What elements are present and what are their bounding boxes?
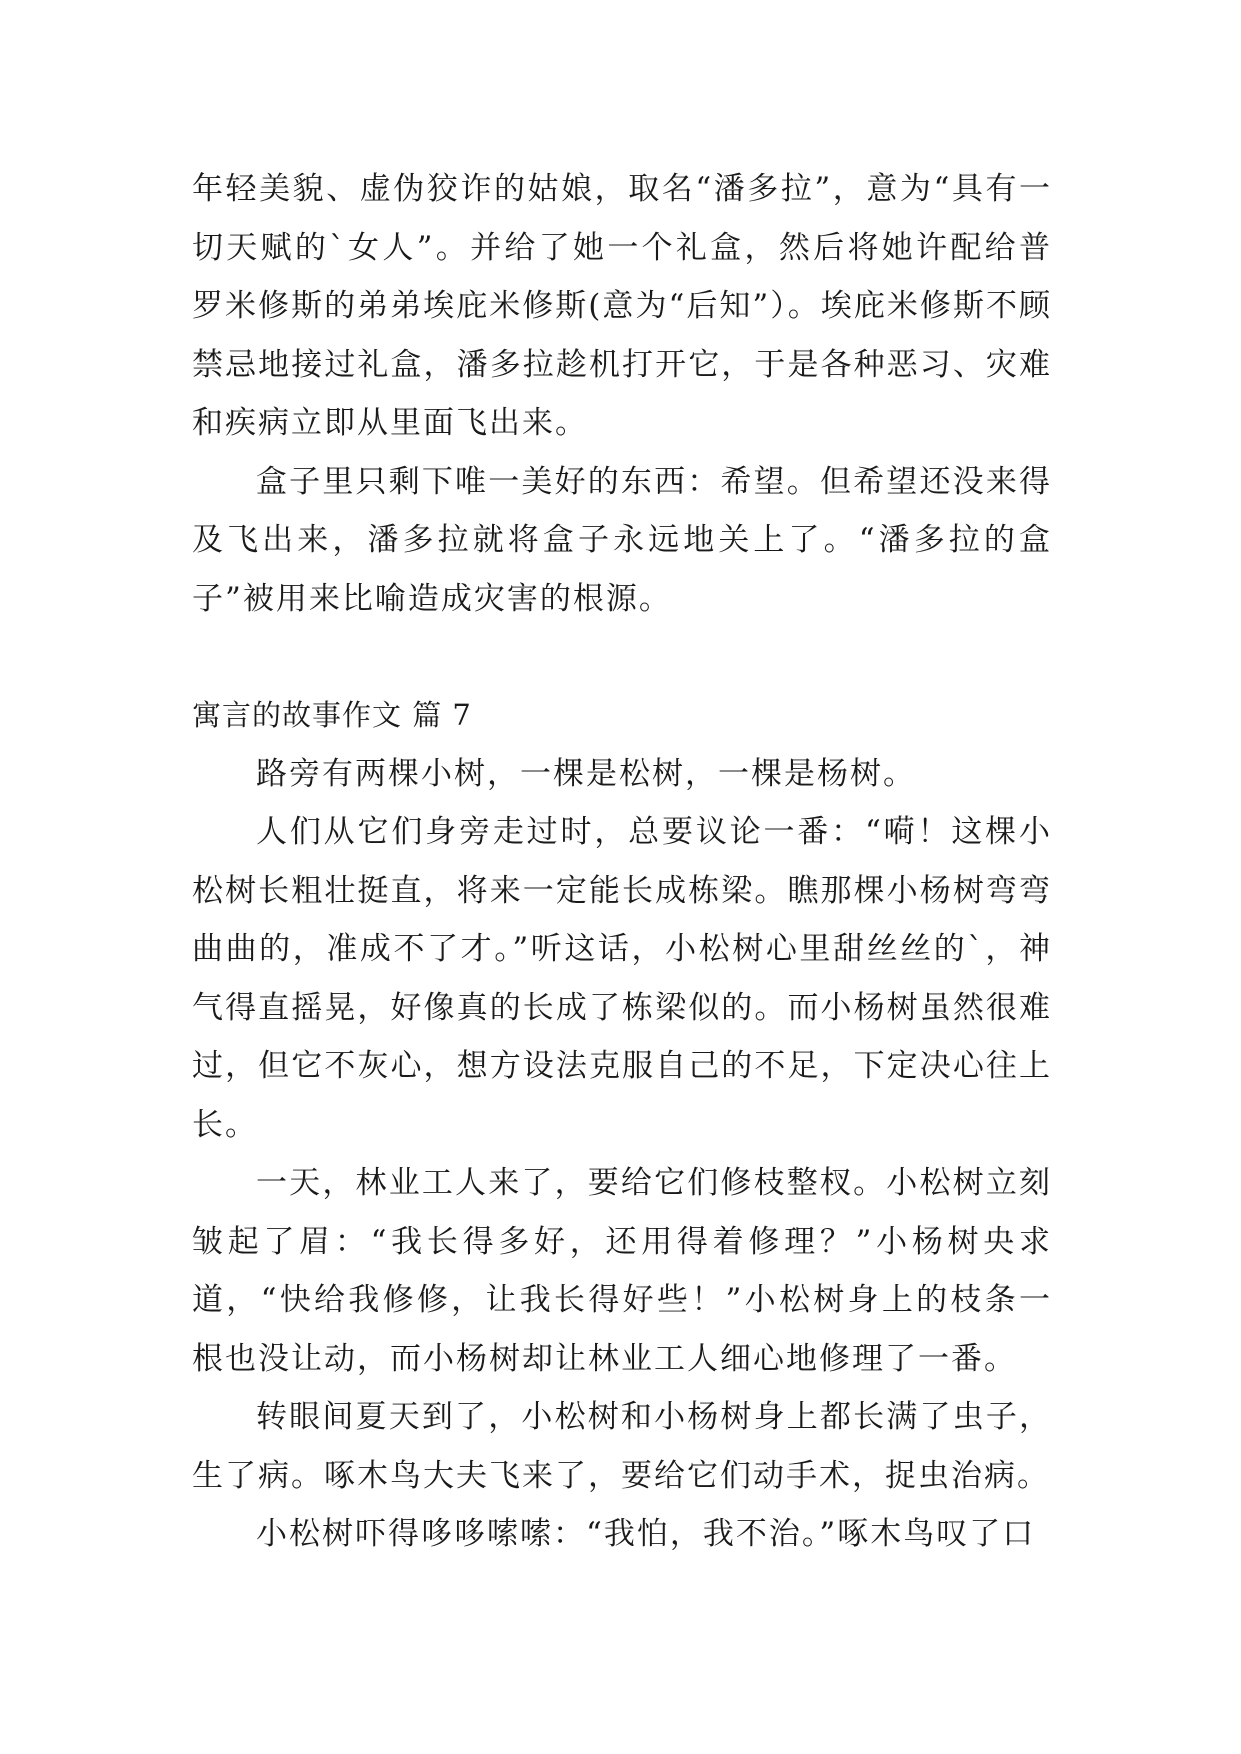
paragraph-pandora-1: 年轻美貌、虚伪狡诈的姑娘，取名“潘多拉”，意为“具有一切天赋的`女人”。并给了她一个礼盒，然后将她许配给普罗米修斯的弟弟埃庇米修斯(意为“后知”）。埃庇米修斯不顾禁忌地接过礼盒，潘多拉趁机打开它，于是各种恶习、灾难和疾病立即从里面飞出来。 [192, 171, 1052, 441]
paragraph-forestry-workers: 一天，林业工人来了，要给它们修枝整杈。小松树立刻皱起了眉：“我长得多好，还用得着修理？”小杨树央求道，“快给我修修，让我长得好些！”小松树身上的枝条一根也没让动，而小杨树却让林业工人细心地修理了一番。 [192, 1165, 1052, 1377]
paragraph-pandora-2: 盒子里只剩下唯一美好的东西：希望。但希望还没来得及飞出来，潘多拉就将盒子永远地关上了。“潘多拉的盒子”被用来比喻造成灾害的根源。 [192, 463, 1052, 617]
paragraph-pine-afraid: 小松树吓得哆哆嗦嗦：“我怕，我不治。”啄木鸟叹了口 [256, 1516, 1036, 1552]
paragraph-people-comment: 人们从它们身旁走过时，总要议论一番：“嗬！这棵小松树长粗壮挺直，将来一定能长成栋梁。瞧那棵小杨树弯弯曲曲的，准成不了才。”听这话，小松树心里甜丝丝的`，神气得直摇晃，好像真的长成了栋梁似的。而小杨树虽然很难过，但它不灰心，想方设法克服自己的不足，下定决心往上长。 [192, 814, 1052, 1143]
paragraph-summer-bugs: 转眼间夏天到了，小松树和小杨树身上都长满了虫子，生了病。啄木鸟大夫飞来了，要给它们动手术，捉虫治病。 [192, 1399, 1052, 1494]
section-heading: 寓言的故事作文 篇 7 [192, 698, 472, 732]
document-body [192, 160, 1052, 1564]
paragraph-trees-intro: 路旁有两棵小树，一棵是松树，一棵是杨树。 [256, 755, 916, 792]
